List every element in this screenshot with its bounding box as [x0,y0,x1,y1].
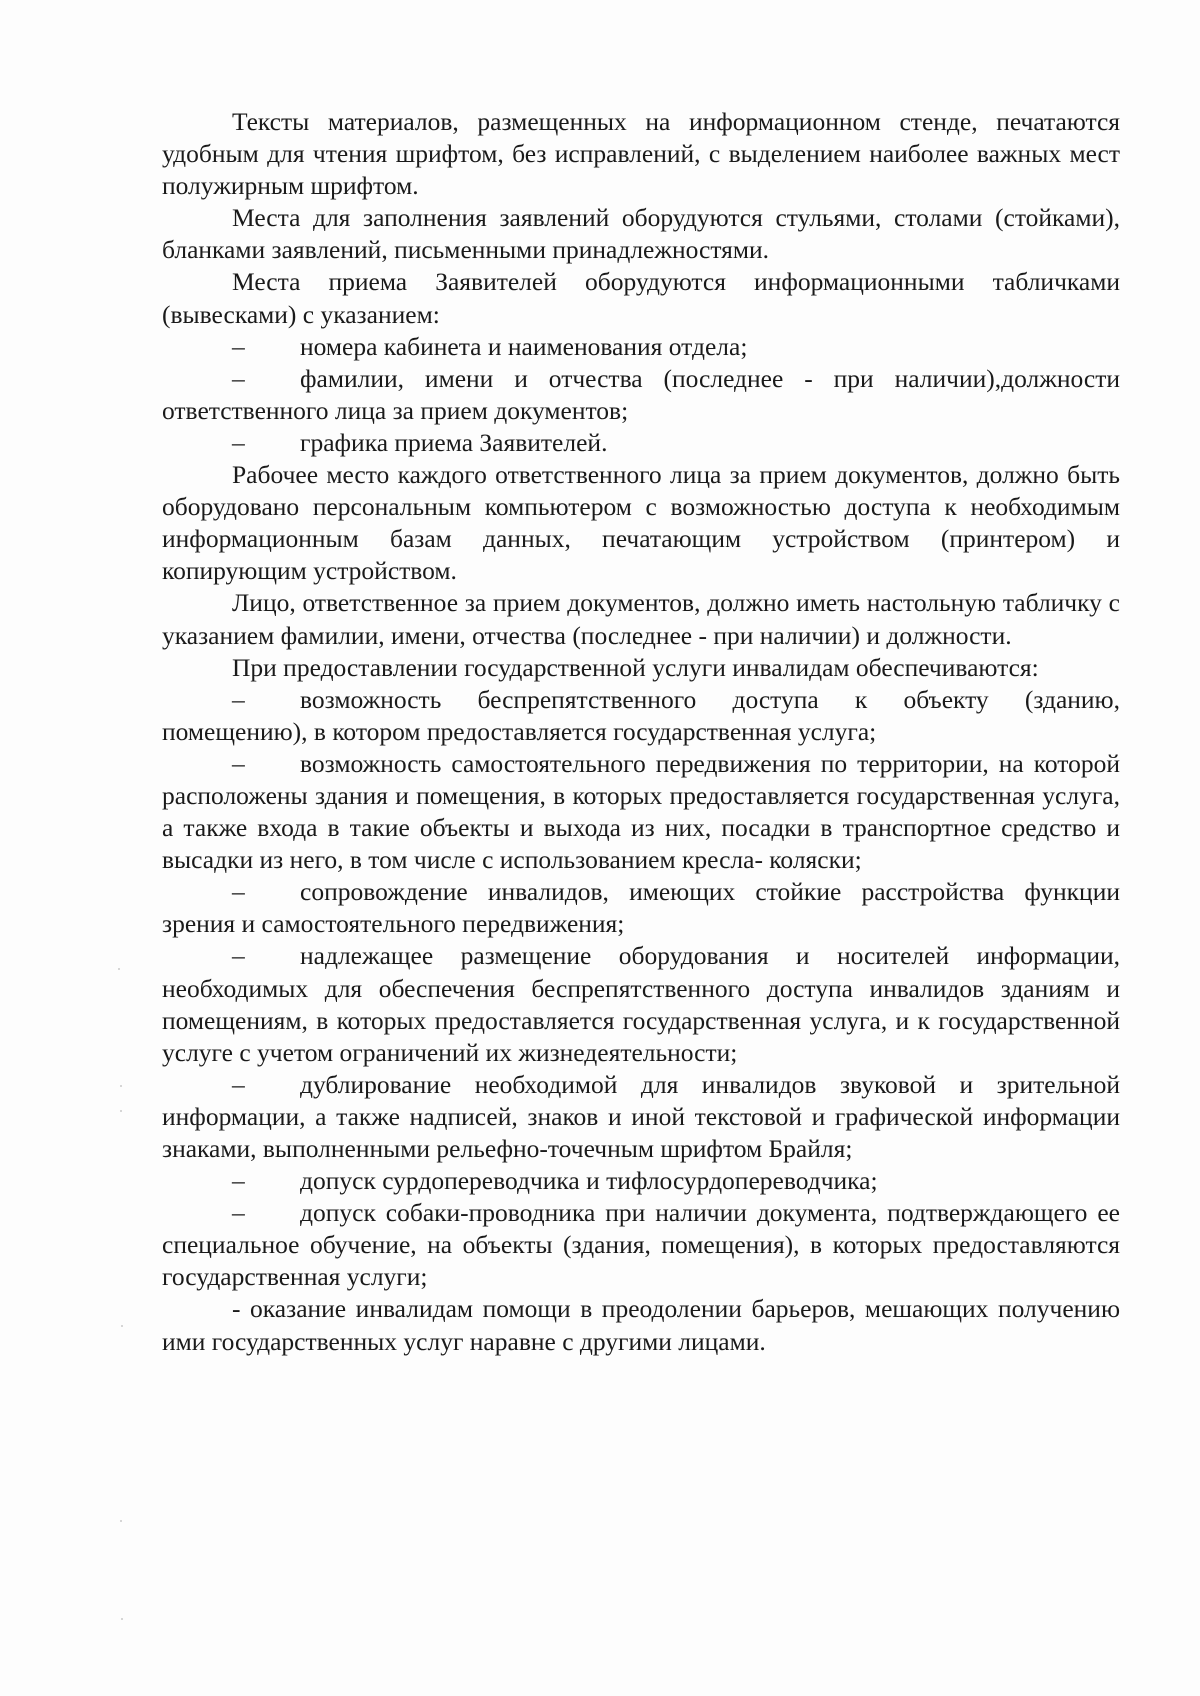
list-item-text: возможность самостоятельного передвижения по территории, на которой расположены здания и помещения, в которых предоставляется государственная услуга, а также входа в такие объекты и выхода из них, посадки в транспортное средство и высадки из него, в том числе с использованием кресла- коляски; [162,748,1120,875]
paragraph-desk-plate [162,587,1120,651]
list-item-escort [162,876,1120,940]
list-item-interpreter [162,1165,1120,1197]
scan-speck [121,1618,123,1620]
list-item-text: надлежащее размещение оборудования и носителей информации, необходимых для обеспечения беспрепятственного доступа инвалидов зданиям и помещениям, в которых предоставляется государственная услуга, и к государственной услуге с учетом ограничений их жизнедеятельности; [162,941,1120,1067]
list-item-text: номера кабинета и наименования отдела; [300,331,748,361]
list-item-responsible-person [162,363,1120,427]
list-item-text: дублирование необходимой для инвалидов звуковой и зрительной информации, а также надписей, знаков и иной текстовой и графической информации знаками, выполненными рельефно-точечным шрифтом Брайля; [162,1069,1120,1163]
list-dash: – [232,877,245,907]
list-dash: – [232,1198,245,1228]
scan-speck [120,1110,122,1112]
list-item-schedule [162,427,1120,459]
paragraph-application-places [162,202,1120,266]
scan-speck [120,1520,122,1522]
scan-speck [118,968,120,970]
paragraph-text: Тексты материалов, размещенных на информационном стенде, печатаются удобным для чтения шрифтом, без исправлений, с выделением наиболее важных мест полужирным шрифтом. [162,107,1120,201]
document-body [162,106,1120,1358]
scan-speck [120,1085,122,1087]
list-item-text: фамилии, имени и отчества (последнее - при наличии),должности ответственного лица за прием документов; [162,363,1120,425]
list-item-braille [162,1069,1120,1165]
paragraph-reception-places [162,266,1120,330]
paragraph-text: Места приема Заявителей оборудуются информационными табличками (вывесками) с указанием: [162,267,1120,329]
paragraph-assistance [162,1293,1120,1357]
list-dash: – [232,748,245,778]
list-dash: – [232,363,245,393]
list-item-equipment [162,940,1120,1068]
list-dash: – [232,941,245,971]
list-item-text: возможность беспрепятственного доступа к объекту (зданию, помещению), в котором предоставляется государственная услуга; [162,684,1120,746]
list-item-text: допуск сурдопереводчика и тифлосурдопереводчика; [300,1166,878,1196]
list-item-office-number [162,331,1120,363]
list-item-text: допуск собаки-проводника при наличии документа, подтверждающего ее специальное обучение, на объекты (здания, помещения), в которых предоставляются государственная услуги; [162,1198,1120,1292]
list-item-movement [162,748,1120,876]
list-dash: – [232,331,245,361]
list-dash: – [232,1166,245,1196]
scan-speck [121,1325,123,1327]
list-item-guide-dog [162,1197,1120,1293]
paragraph-disabled-provision [162,652,1120,684]
paragraph-stand-materials [162,106,1120,202]
paragraph-text: Лицо, ответственное за прием документов, должно иметь настольную табличку с указанием фамилии, имени, отчества (последнее - при наличии) и должности. [162,588,1120,650]
list-item-text: сопровождение инвалидов, имеющих стойкие расстройства функции зрения и самостоятельного передвижения; [162,877,1120,939]
list-item-text: графика приема Заявителей. [300,427,608,457]
list-dash: – [232,684,245,714]
list-dash: – [232,427,245,457]
paragraph-text: Рабочее место каждого ответственного лица за прием документов, должно быть оборудовано персональным компьютером с возможностью доступа к необходимым информационным базам данных, печатающим устройством (принтером) и копирующим устройством. [162,460,1120,586]
paragraph-workplace [162,459,1120,587]
paragraph-text: При предоставлении государственной услуги инвалидам обеспечиваются: [232,652,1039,682]
list-item-access [162,684,1120,748]
paragraph-text: Места для заполнения заявлений оборудуются стульями, столами (стойками), бланками заявлений, письменными принадлежностями. [162,203,1120,265]
list-dash: – [232,1069,245,1099]
paragraph-text: - оказание инвалидам помощи в преодолении барьеров, мешающих получению ими государственных услуг наравне с другими лицами. [162,1294,1120,1356]
